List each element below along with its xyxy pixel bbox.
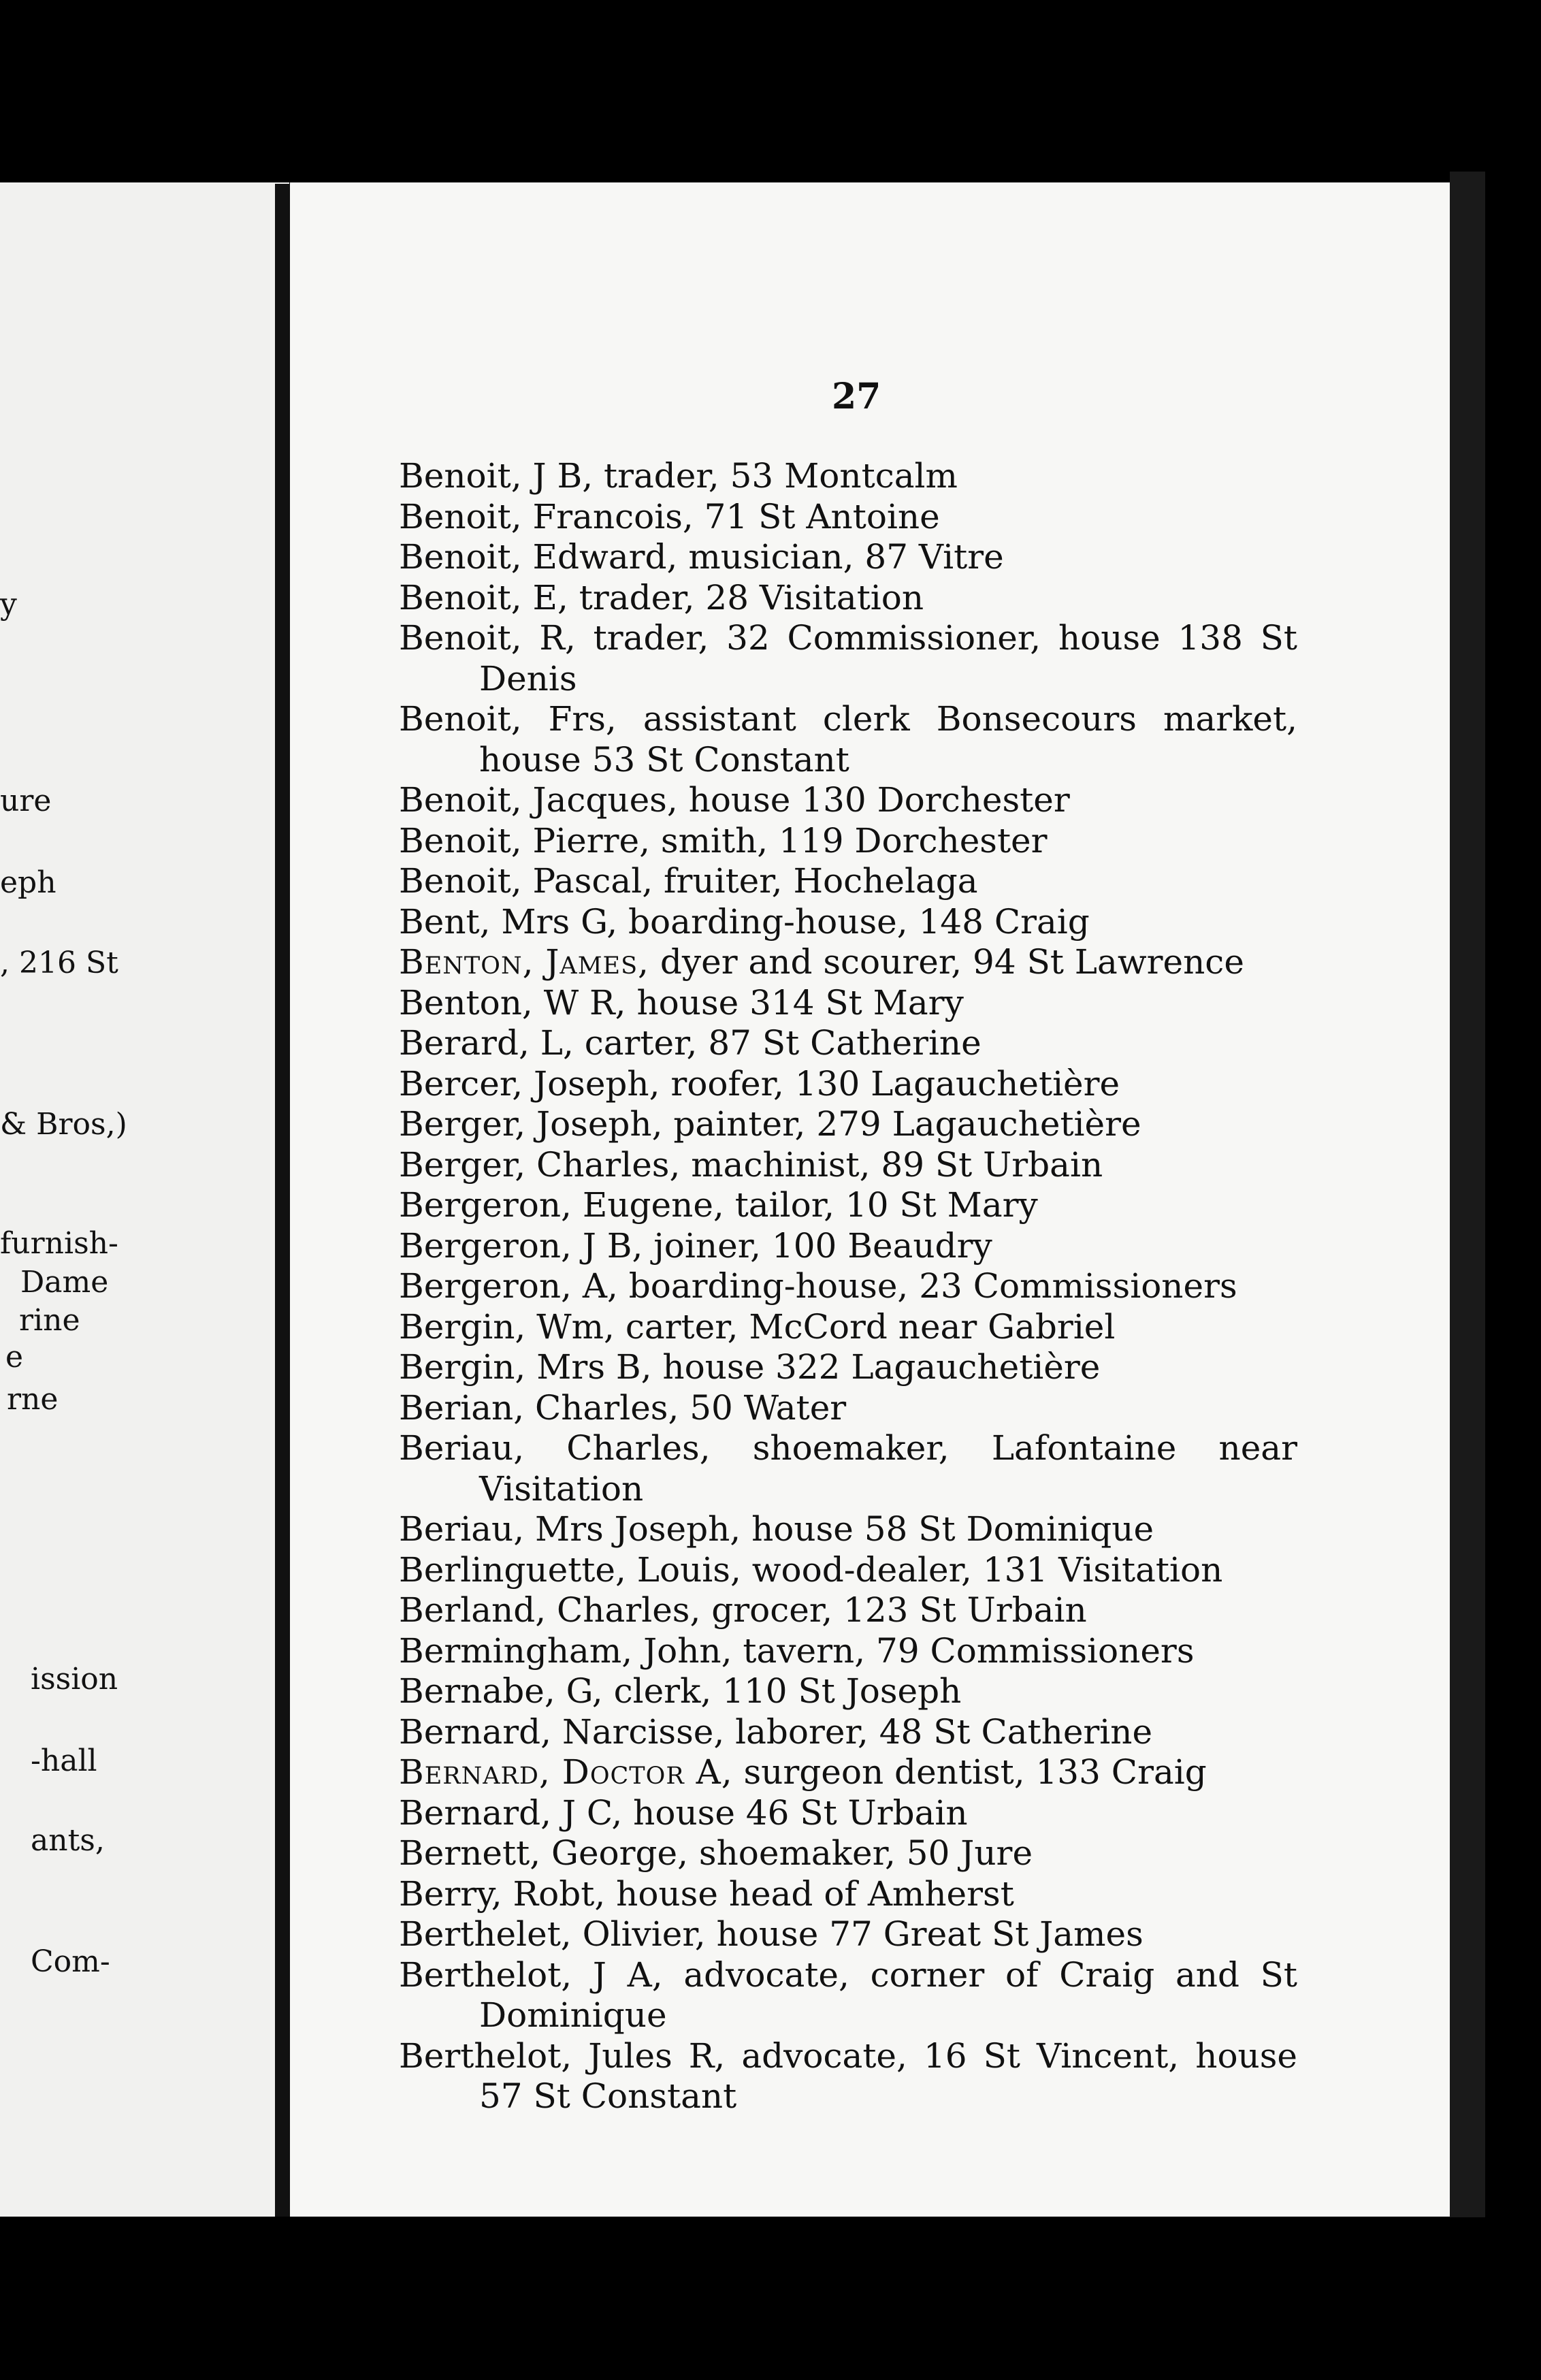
entry-details: surgeon dentist, 133 Craig (732, 1752, 1207, 1792)
left-page-fragment: e (5, 1340, 24, 1374)
entry-name: Bercer, (399, 1063, 523, 1104)
entry-name: Bermingham, (399, 1630, 633, 1671)
entry-name: Benoit, (399, 861, 522, 901)
entry-name: Benton, James, (399, 942, 649, 982)
entry-details: G, clerk, 110 St Joseph (555, 1671, 962, 1711)
entry-name: Berard, (399, 1023, 530, 1063)
entry-name: Benton, (399, 982, 533, 1023)
directory-entry (399, 1914, 1297, 1955)
entry-name: Berger, (399, 1144, 526, 1185)
left-page-fragment: furnish- (0, 1226, 118, 1261)
left-page-fragment: & Bros,) (0, 1107, 127, 1142)
directory-entry (399, 1631, 1297, 1672)
directory-entry (399, 1833, 1297, 1874)
directory-entry (399, 1550, 1297, 1591)
directory-entry (399, 537, 1297, 578)
directory-entry (399, 1874, 1297, 1915)
left-page-fragment: -hall (31, 1743, 97, 1778)
entry-name: Bernabe, (399, 1671, 555, 1711)
entry-name: Bergin, (399, 1347, 526, 1387)
entry-details: John, tavern, 79 Commissioners (632, 1630, 1195, 1671)
left-page-fragment: ission (31, 1662, 118, 1696)
entry-details: Charles, 50 Water (524, 1387, 847, 1428)
entry-name: Benoit, (399, 780, 522, 820)
entry-name: Bergeron, (399, 1266, 572, 1306)
entry-name: Berian, (399, 1387, 525, 1428)
left-page-fragment: Com- (31, 1944, 110, 1979)
book-gutter (275, 184, 290, 2217)
directory-entry (399, 1428, 1297, 1509)
directory-entries (399, 456, 1297, 2117)
directory-entry (399, 2036, 1297, 2117)
directory-entry (399, 1145, 1297, 1186)
entry-details: Joseph, painter, 279 Lagauchetière (525, 1104, 1141, 1144)
entry-name: Benoit, (399, 820, 522, 861)
entry-details: J C, house 46 St Urbain (551, 1792, 968, 1833)
directory-entry (399, 1104, 1297, 1145)
left-page-fragment: Dame (20, 1265, 109, 1300)
entry-name: Berthelet, (399, 1914, 572, 1954)
left-page-fragment: y (0, 587, 17, 622)
entry-name: Berlinguette, (399, 1549, 626, 1590)
directory-entry (399, 1307, 1297, 1348)
entry-details: Louis, wood-dealer, 131 Visitation (626, 1549, 1223, 1590)
directory-entry (399, 821, 1297, 862)
directory-entry (399, 618, 1297, 699)
directory-entry (399, 1752, 1297, 1793)
entry-details: Pierre, smith, 119 Dorchester (521, 820, 1048, 861)
entry-details: Charles, shoemaker, Lafontaine near Visitation (479, 1428, 1297, 1509)
directory-entry (399, 1185, 1297, 1226)
directory-entry (399, 456, 1297, 497)
entry-name: Berthelot, (399, 1955, 572, 1995)
entry-details: Jacques, house 130 Dorchester (521, 780, 1070, 820)
entry-name: Berland, (399, 1590, 547, 1630)
directory-entry (399, 1388, 1297, 1429)
entry-name: Benoit, (399, 537, 522, 577)
entry-details: R, trader, 32 Commissioner, house 138 St Denis (479, 618, 1297, 698)
entry-name: Bent, (399, 901, 491, 942)
entry-name: Bergeron, (399, 1185, 572, 1225)
entry-name: Berger, (399, 1104, 526, 1144)
entry-details: Olivier, house 77 Great St James (571, 1914, 1143, 1954)
entry-details: W R, house 314 St Mary (532, 982, 964, 1023)
entry-name: Bergeron, (399, 1225, 572, 1266)
entry-name: Bernard, (399, 1711, 552, 1752)
entry-name: Beriau, (399, 1428, 525, 1468)
directory-entry (399, 578, 1297, 619)
directory-entry (399, 1712, 1297, 1753)
entry-details: Joseph, roofer, 130 Lagauchetière (523, 1063, 1120, 1104)
entry-name: Benoit, (399, 456, 522, 496)
entry-name: Benoit, (399, 618, 522, 658)
page-number: 27 (832, 376, 881, 417)
entry-details: George, shoemaker, 50 Jure (540, 1833, 1033, 1873)
directory-entry (399, 780, 1297, 821)
left-page-fragment: rine (19, 1303, 80, 1338)
directory-entry (399, 1023, 1297, 1064)
directory-entry (399, 1509, 1297, 1550)
entry-details: Mrs Joseph, house 58 St Dominique (524, 1509, 1154, 1549)
entry-details: Pascal, fruiter, Hochelaga (521, 861, 978, 901)
entry-details: J B, trader, 53 Montcalm (521, 456, 958, 496)
entry-name: Benoit, (399, 496, 522, 536)
entry-details: Narcisse, laborer, 48 St Catherine (551, 1711, 1153, 1752)
directory-entry (399, 902, 1297, 943)
left-page-fragment: ants, (31, 1823, 105, 1858)
entry-name: Benoit, (399, 699, 522, 739)
directory-entry (399, 1226, 1297, 1267)
entry-name: Bernard, Doctor A, (399, 1752, 733, 1792)
entry-name: Beriau, (399, 1509, 525, 1549)
directory-entry (399, 861, 1297, 902)
entry-details: Mrs B, house 322 Lagauchetière (525, 1347, 1101, 1387)
entry-details: Robt, house head of Amherst (502, 1874, 1014, 1914)
entry-details: E, trader, 28 Visitation (521, 577, 924, 617)
entry-details: Charles, grocer, 123 St Urbain (546, 1590, 1087, 1630)
entry-name: Berthelot, (399, 2036, 572, 2076)
entry-details: Mrs G, boarding-house, 148 Craig (490, 901, 1090, 942)
directory-entry (399, 1347, 1297, 1388)
left-page (0, 182, 289, 2217)
entry-details: Wm, carter, McCord near Gabriel (525, 1306, 1116, 1347)
directory-entry (399, 1064, 1297, 1105)
entry-name: Bergin, (399, 1306, 526, 1347)
directory-entry (399, 983, 1297, 1024)
entry-name: Benoit, (399, 577, 522, 617)
left-page-fragment: rne (7, 1382, 59, 1417)
entry-name: Bernard, (399, 1792, 552, 1833)
entry-name: Bernett, (399, 1833, 541, 1873)
left-page-fragment: , 216 St (0, 946, 118, 980)
directory-entry (399, 497, 1297, 538)
entry-details: Charles, machinist, 89 St Urbain (525, 1144, 1103, 1185)
entry-details: Jules R, advocate, 16 St Vincent, house 57 St Constant (479, 2036, 1297, 2116)
entry-details: Frs, assistant clerk Bonsecours market, house 53 St Constant (479, 699, 1297, 779)
entry-details: J A, advocate, corner of Craig and St Dominique (479, 1955, 1297, 2035)
directory-entry (399, 1955, 1297, 2036)
entry-details: J B, joiner, 100 Beaudry (571, 1225, 992, 1266)
page-edge (1450, 172, 1485, 2217)
entry-details: Francois, 71 St Antoine (521, 496, 940, 536)
entry-details: dyer and scourer, 94 St Lawrence (649, 942, 1244, 982)
directory-entry (399, 1793, 1297, 1834)
entry-details: A, boarding-house, 23 Commissioners (571, 1266, 1237, 1306)
directory-entry (399, 942, 1297, 983)
entry-details: Edward, musician, 87 Vitre (521, 537, 1004, 577)
left-page-fragment: ure (0, 784, 52, 818)
directory-entry (399, 1590, 1297, 1631)
directory-entry (399, 1266, 1297, 1307)
entry-details: Eugene, tailor, 10 St Mary (571, 1185, 1038, 1225)
left-page-fragment: eph (0, 865, 56, 900)
entry-name: Berry, (399, 1874, 502, 1914)
entry-details: L, carter, 87 St Catherine (529, 1023, 982, 1063)
directory-entry (399, 1671, 1297, 1712)
directory-entry (399, 699, 1297, 780)
